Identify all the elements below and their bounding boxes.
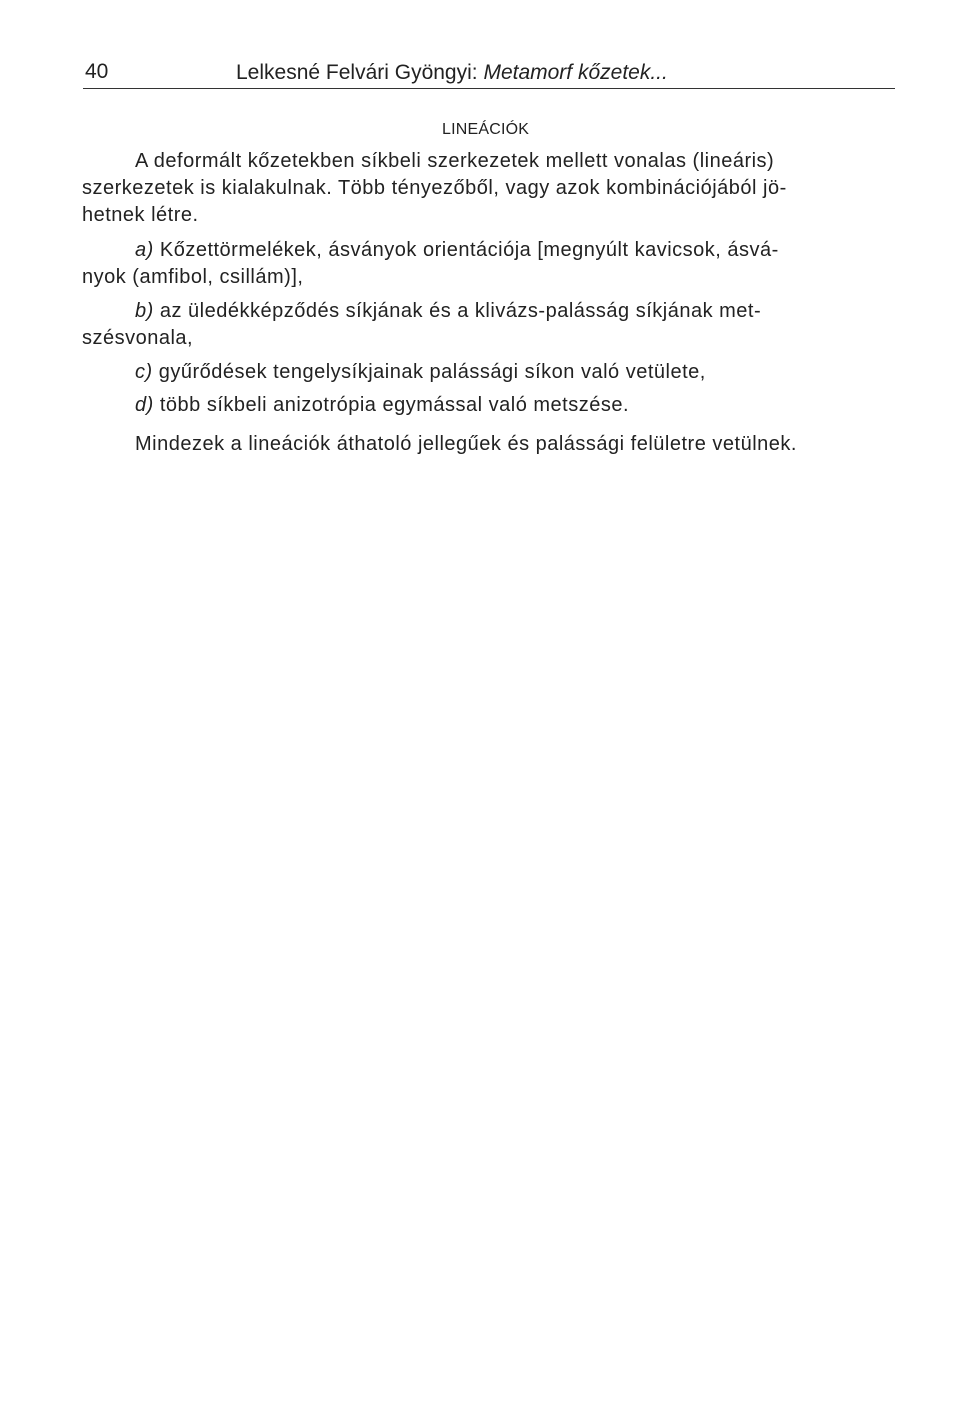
list-item-a-text: Kőzettörmelékek, ásványok orientációja [megnyúlt kavicsok, ásvá-	[153, 239, 779, 261]
list-item-c-text: gyűrődések tengelysíkjainak palássági síkon való vetülete,	[152, 361, 706, 383]
list-item-b-text: az üledékképződés síkjának és a klivázs-palásság síkjának met-	[153, 300, 762, 322]
page-number: 40	[85, 60, 109, 83]
running-head-title: Metamorf kőzetek...	[483, 61, 668, 84]
page-header	[83, 58, 895, 89]
conclusion-paragraph: Mindezek a lineációk áthatoló jellegűek és palássági felületre vetülnek.	[135, 433, 797, 455]
list-item-d-text: több síkbeli anizotrópia egymással való metszése.	[153, 394, 630, 416]
running-head-author: Lelkesné Felvári Gyöngyi:	[236, 61, 484, 84]
section-title: LINEÁCIÓK	[442, 121, 530, 138]
running-head	[236, 61, 668, 85]
intro-line-1: A deformált kőzetekben síkbeli szerkezetek mellett vonalas (lineáris)	[135, 150, 775, 172]
list-item-b-line-1	[82, 298, 955, 325]
list-item-b-line-2: szésvonala,	[82, 327, 194, 349]
intro-line-2: szerkezetek is kialakulnak. Több tényezőből, vagy azok kombinációjából jö-	[82, 177, 787, 199]
list-marker-b: b)	[135, 300, 154, 322]
list-item-a-line-1	[82, 237, 955, 264]
list-marker-a: a)	[135, 239, 154, 261]
list-marker-d: d)	[135, 394, 154, 416]
list-item-c	[82, 359, 955, 386]
list-item-a-line-2: nyok (amfibol, csillám)],	[82, 266, 304, 288]
list-marker-c: c)	[135, 361, 153, 383]
list-item-d	[82, 392, 955, 419]
intro-line-3: hetnek létre.	[82, 204, 199, 226]
